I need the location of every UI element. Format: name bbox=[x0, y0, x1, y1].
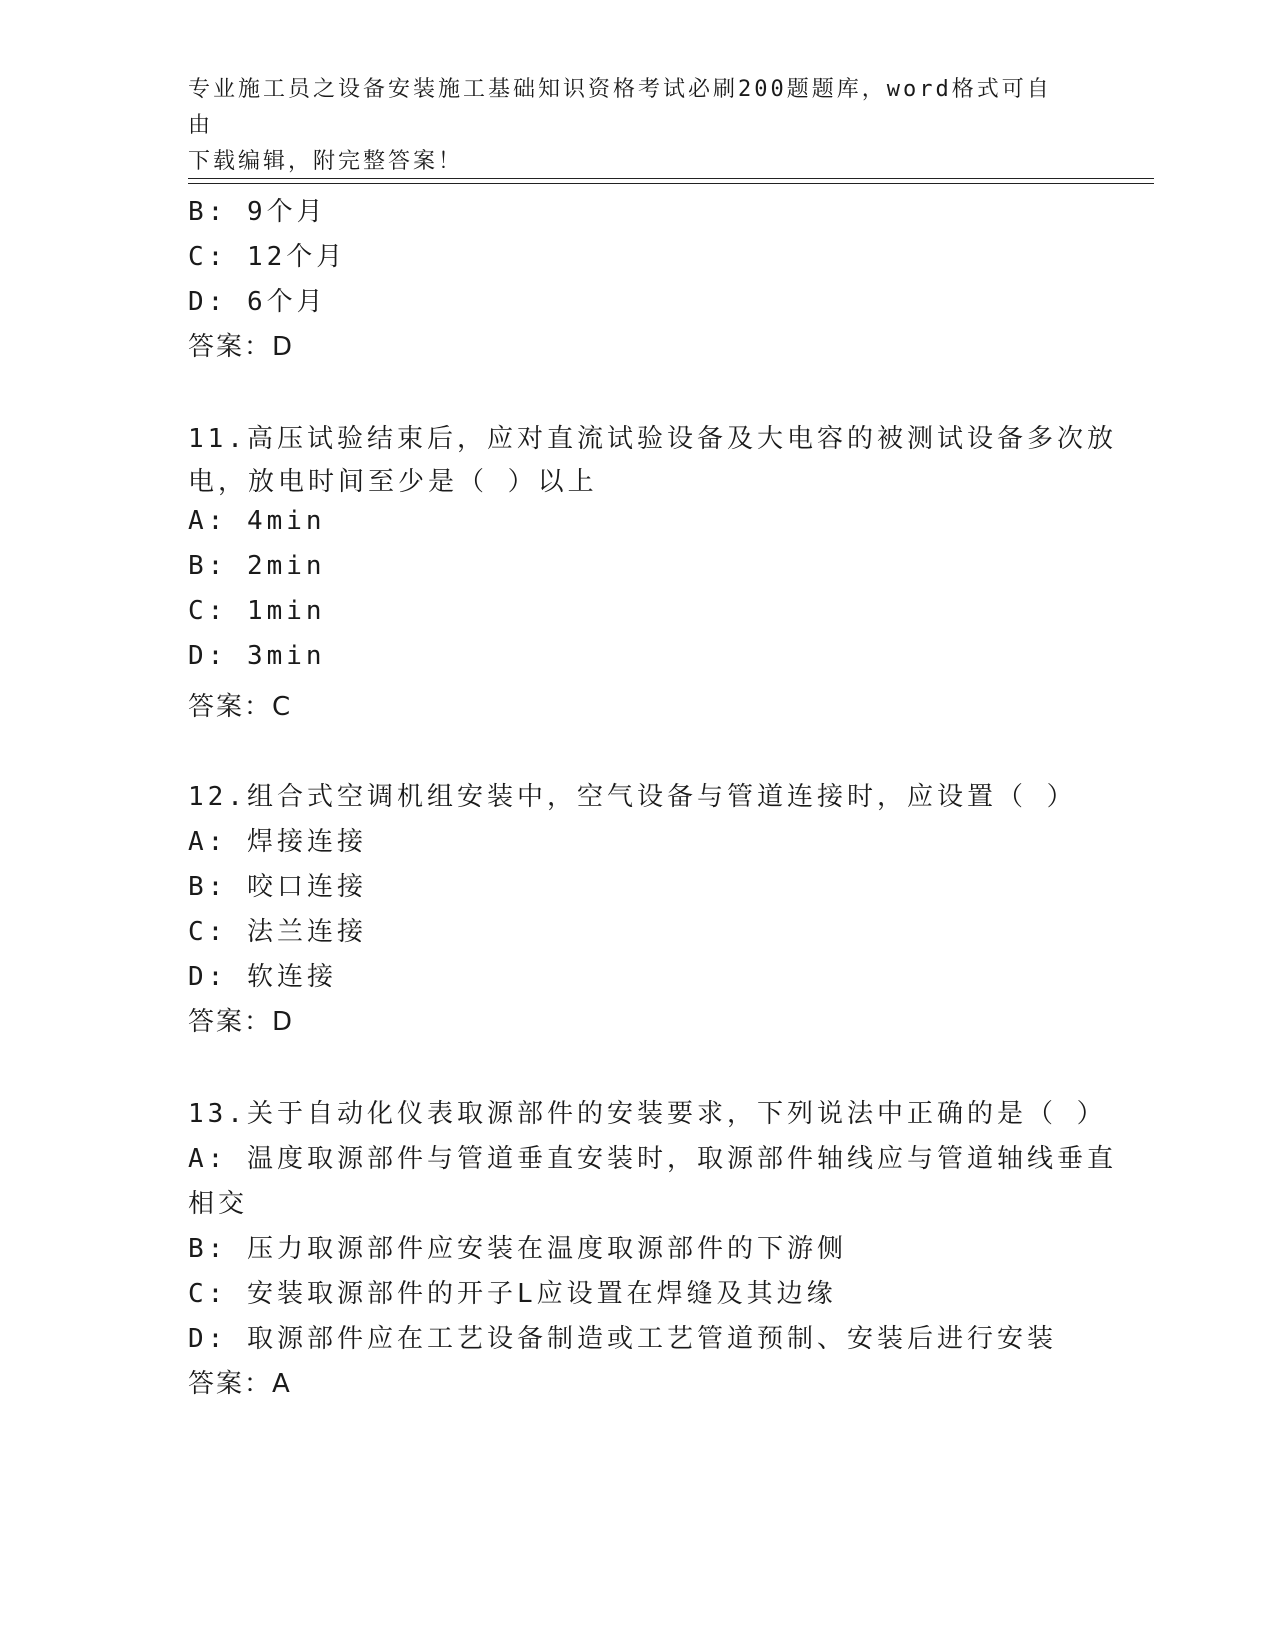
q10-option-c: C: 12个月 bbox=[188, 242, 347, 272]
document-header bbox=[188, 72, 1068, 180]
q11-option-b: B: 2min bbox=[188, 551, 326, 581]
q11-answer: 答案：C bbox=[188, 692, 293, 722]
header-line-2: 下载编辑，附完整答案！ bbox=[188, 149, 464, 174]
q13-answer: 答案：A bbox=[188, 1369, 292, 1399]
q12-option-c: C: 法兰连接 bbox=[188, 917, 367, 947]
header-line-1: 专业施工员之设备安装施工基础知识资格考试必刷200题题库，word格式可自由 bbox=[188, 77, 1052, 138]
header-divider-top bbox=[188, 178, 1154, 179]
q12-option-d: D: 软连接 bbox=[188, 962, 337, 992]
q13-option-a-line-1: A: 温度取源部件与管道垂直安装时，取源部件轴线应与管道轴线垂直 bbox=[188, 1144, 1117, 1174]
q11-option-a: A: 4min bbox=[188, 506, 326, 536]
q11-option-d: D: 3min bbox=[188, 641, 326, 671]
q11-option-c: C: 1min bbox=[188, 596, 326, 626]
q13-option-b: B: 压力取源部件应安装在温度取源部件的下游侧 bbox=[188, 1234, 847, 1264]
q13-stem: 13.关于自动化仪表取源部件的安装要求，下列说法中正确的是（ ） bbox=[188, 1099, 1107, 1129]
q12-stem: 12.组合式空调机组安装中，空气设备与管道连接时，应设置（ ） bbox=[188, 782, 1077, 812]
q13-option-a-line-2: 相交 bbox=[188, 1189, 249, 1219]
q12-option-a: A: 焊接连接 bbox=[188, 827, 367, 857]
q10-option-b: B: 9个月 bbox=[188, 197, 327, 227]
q12-answer: 答案：D bbox=[188, 1007, 295, 1037]
q11-stem-line-1: 11.高压试验结束后，应对直流试验设备及大电容的被测试设备多次放 bbox=[188, 424, 1117, 454]
header-divider-bottom bbox=[188, 183, 1154, 184]
q13-option-c: C: 安装取源部件的开子L应设置在焊缝及其边缘 bbox=[188, 1279, 837, 1309]
q13-option-d: D: 取源部件应在工艺设备制造或工艺管道预制、安装后进行安装 bbox=[188, 1324, 1057, 1354]
q11-stem-line-2: 电，放电时间至少是（ ）以上 bbox=[188, 467, 598, 497]
q12-option-b: B: 咬口连接 bbox=[188, 872, 367, 902]
q10-option-d: D: 6个月 bbox=[188, 287, 327, 317]
q10-answer: 答案：D bbox=[188, 332, 295, 362]
